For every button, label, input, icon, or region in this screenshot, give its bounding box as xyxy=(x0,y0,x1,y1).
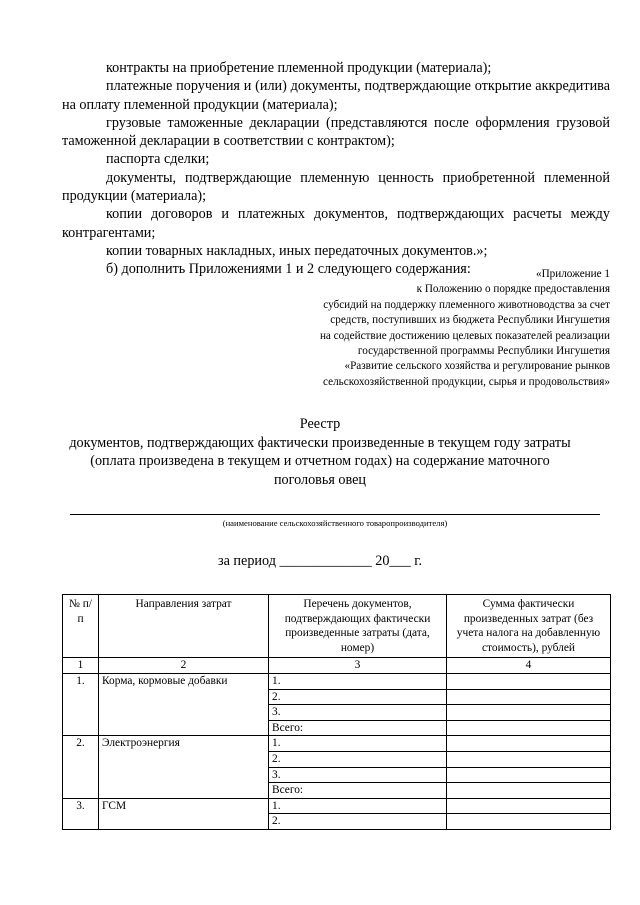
title-line: документов, подтверждающих фактически произведенные в текущем году затраты xyxy=(69,434,571,451)
sum-cell xyxy=(447,767,611,783)
appendix-line: сельскохозяйственной продукции, сырья и продовольствия» xyxy=(323,375,610,388)
header-cell-direction: Направления затрат xyxy=(99,595,269,658)
column-number: 4 xyxy=(447,658,611,674)
document-item: 2. xyxy=(269,689,447,705)
header-cell-sum: Сумма фактически произведенных затрат (без учета налога на добавленную стоимость), рублей xyxy=(447,595,611,658)
producer-name-line xyxy=(70,514,600,515)
paragraph: контракты на приобретение племенной продукции (материала); xyxy=(106,60,492,76)
appendix-line: субсидий на поддержку племенного животноводства за счет xyxy=(323,298,610,311)
sum-cell xyxy=(447,783,611,799)
paragraph: документы, подтверждающие племенную ценность приобретенной племенной продукции (материала); xyxy=(62,169,610,205)
column-number: 3 xyxy=(269,658,447,674)
document-total: Всего: xyxy=(269,783,447,799)
paragraph: б) дополнить Приложениями 1 и 2 следующего содержания: xyxy=(106,261,471,278)
document-item: 3. xyxy=(269,705,447,721)
column-number-row xyxy=(63,658,611,674)
paragraph: копии товарных накладных, иных передаточных документов.»; xyxy=(106,242,488,259)
sum-cell xyxy=(447,720,611,736)
title-line: поголовья овец xyxy=(273,471,367,488)
appendix-line: государственной программы Республики Ингушетия xyxy=(357,345,610,358)
registry-table xyxy=(62,594,611,830)
paragraph: грузовые таможенные декларации (представляются после оформления грузовой таможенной декларации в соответствии с контрактом); xyxy=(62,114,610,150)
cost-direction: Электроэнергия xyxy=(99,736,269,798)
appendix-line: «Приложение 1 xyxy=(535,268,610,280)
row-number: 3. xyxy=(63,798,99,829)
paragraph: копии договоров и платежных документов, подтверждающих расчеты между контрагентами; xyxy=(62,206,610,241)
document-item: 2. xyxy=(269,751,447,767)
document-item: 3. xyxy=(269,767,447,783)
column-number: 2 xyxy=(99,658,269,674)
registry-title xyxy=(40,415,600,489)
sum-cell xyxy=(447,814,611,830)
title-line: (оплата произведена в текущем и отчетном годах) на содержание маточного xyxy=(90,453,550,470)
sum-cell xyxy=(447,689,611,705)
table-header-row xyxy=(63,595,611,658)
paragraph: паспорта сделки; xyxy=(106,151,210,168)
table-row xyxy=(63,798,611,814)
cost-direction: ГСМ xyxy=(99,798,269,829)
sum-cell xyxy=(447,705,611,721)
table-row xyxy=(63,673,611,689)
producer-caption: (наименование сельскохозяйственного товаропроизводителя) xyxy=(222,518,448,528)
document-item: 1. xyxy=(269,798,447,814)
document-item: 1. xyxy=(269,736,447,752)
title-heading: Реестр xyxy=(299,416,341,432)
sum-cell xyxy=(447,736,611,752)
row-number: 1. xyxy=(63,673,99,735)
appendix-line: к Положению о порядке предоставления xyxy=(416,283,610,296)
appendix-line: «Развитие сельского хозяйства и регулирование рынков xyxy=(344,360,610,373)
appendix-line: средств, поступивших из бюджета Республики Ингушетия xyxy=(330,314,610,327)
document-total: Всего: xyxy=(269,720,447,736)
document-item: 2. xyxy=(269,814,447,830)
header-cell-documents: Перечень документов, подтверждающих фактически произведенные затраты (дата, номер) xyxy=(269,595,447,658)
table-row xyxy=(63,736,611,752)
period-line: за период _____________ 20___ г. xyxy=(217,553,423,569)
cost-direction: Корма, кормовые добавки xyxy=(99,673,269,735)
row-number: 2. xyxy=(63,736,99,798)
paragraph: платежные поручения и (или) документы, подтверждающие открытие аккредитива на оплату племенной продукции (материала); xyxy=(62,78,610,113)
column-number: 1 xyxy=(63,658,99,674)
sum-cell xyxy=(447,673,611,689)
body-text xyxy=(62,59,610,279)
sum-cell xyxy=(447,751,611,767)
appendix-line: на содействие достижению целевых показателей реализации xyxy=(319,329,610,342)
header-cell-num: № п/п xyxy=(63,595,99,658)
sum-cell xyxy=(447,798,611,814)
appendix-header xyxy=(190,267,610,390)
document-item: 1. xyxy=(269,673,447,689)
